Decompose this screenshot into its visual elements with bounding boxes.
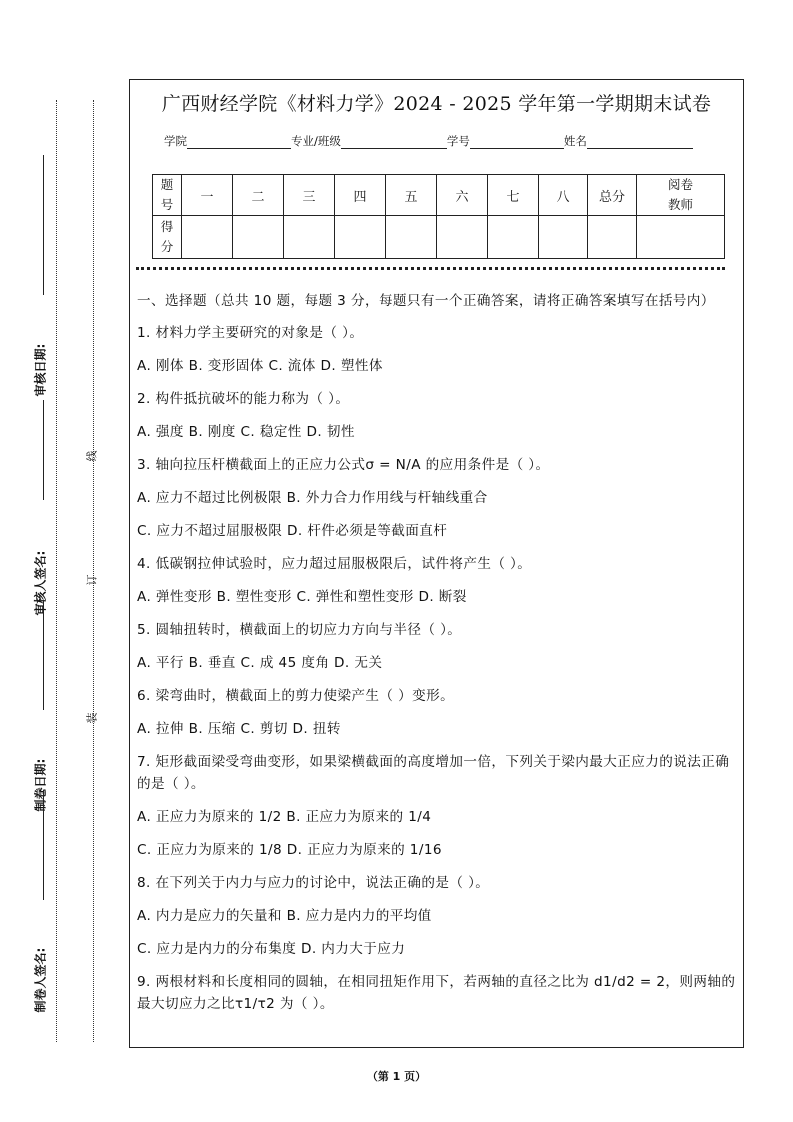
question-7-options-ab: A. 正应力为原来的 1/2 B. 正应力为原来的 1/4 (137, 809, 432, 825)
question-7: 7. 矩形截面梁受弯曲变形，如果梁横截面的高度增加一倍，下列关于梁内最大正应力的说法正确的是（ ）。 (137, 754, 730, 792)
reviewer-date-label: 审核日期: (33, 343, 48, 397)
score-cell-7[interactable] (488, 216, 539, 259)
question-5-options: A. 平行 B. 垂直 C. 成 45 度角 D. 无关 (137, 655, 383, 671)
score-col-6: 六 (437, 175, 488, 216)
score-cell-8[interactable] (539, 216, 588, 259)
score-table (152, 174, 725, 259)
score-cell-4[interactable] (335, 216, 386, 259)
exam-frame (129, 79, 744, 1048)
question-2-options: A. 强度 B. 刚度 C. 稳定性 D. 韧性 (137, 424, 355, 440)
maker-sign-blank (43, 790, 44, 900)
score-col-5: 五 (386, 175, 437, 216)
score-col-8: 八 (539, 175, 588, 216)
score-col-1: 一 (182, 175, 233, 216)
maker-sign-label: 制卷人签名: (33, 947, 48, 1013)
question-1-options: A. 刚体 B. 变形固体 C. 流体 D. 塑性体 (137, 358, 383, 374)
question-3-options-ab: A. 应力不超过比例极限 B. 外力合力作用线与杆轴线重合 (137, 490, 488, 506)
binding-zhuang-char: 装 (85, 712, 99, 724)
score-cell-2[interactable] (233, 216, 284, 259)
student-id-field[interactable] (470, 136, 564, 149)
name-field[interactable] (587, 136, 693, 149)
exam-title: 广西财经学院《材料力学》2024 - 2025 学年第一学期期末试卷 (161, 93, 712, 115)
reviewer-teacher-label: 阅卷 教师 (637, 175, 725, 216)
binding-line-char: 线 (85, 450, 99, 462)
score-col-2: 二 (233, 175, 284, 216)
score-col-4: 四 (335, 175, 386, 216)
score-table-score-row (153, 216, 725, 259)
score-cell-3[interactable] (284, 216, 335, 259)
name-label: 姓名 (563, 134, 587, 148)
page-number: （第 1 页） (366, 1070, 427, 1083)
score-label: 得 分 (153, 216, 182, 259)
question-6-options: A. 拉伸 B. 压缩 C. 剪切 D. 扭转 (137, 721, 341, 737)
score-cell-6[interactable] (437, 216, 488, 259)
major-class-field[interactable] (341, 136, 447, 149)
score-cell-5[interactable] (386, 216, 437, 259)
reviewer-date-blank (43, 155, 44, 295)
major-class-label: 专业/班级 (291, 134, 341, 148)
college-label: 学院 (164, 134, 187, 148)
question-8-options-ab: A. 内力是应力的矢量和 B. 应力是内力的平均值 (137, 908, 432, 924)
binding-ding-char: 订 (85, 574, 99, 586)
score-col-7: 七 (488, 175, 539, 216)
binding-inner-dotted-line (93, 100, 94, 1042)
question-9: 9. 两根材料和长度相同的圆轴，在相同扭矩作用下，若两轴的直径之比为 d1/d2 = 2，则两轴的最大切应力之比τ1/τ2 为（ ）。 (137, 974, 736, 1012)
question-3: 3. 轴向拉压杆横截面上的正应力公式σ = N/A 的应用条件是（ ）。 (137, 457, 550, 473)
maker-date-label: 制卷日期: (33, 758, 48, 812)
reviewer-sign-blank (43, 400, 44, 500)
section-heading: 一、选择题（总共 10 题，每题 3 分，每题只有一个正确答案，请将正确答案填写在括号内） (137, 293, 715, 309)
score-cell-total[interactable] (588, 216, 637, 259)
question-8-options-cd: C. 应力是内力的分布集度 D. 内力大于应力 (137, 941, 406, 957)
student-id-label: 学号 (446, 134, 470, 148)
score-col-3: 三 (284, 175, 335, 216)
question-2: 2. 构件抵抗破坏的能力称为（ ）。 (137, 391, 350, 407)
question-number-label: 题 号 (153, 175, 182, 216)
reviewer-sign-label: 审核人签名: (33, 550, 48, 616)
question-3-options-cd: C. 应力不超过屈服极限 D. 杆件必须是等截面直杆 (137, 523, 448, 539)
question-8: 8. 在下列关于内力与应力的讨论中，说法正确的是（ ）。 (137, 875, 490, 891)
binding-outer-dotted-line (56, 100, 57, 1042)
score-cell-1[interactable] (182, 216, 233, 259)
dotted-separator (136, 267, 725, 270)
question-6: 6. 梁弯曲时，横截面上的剪力使梁产生（ ）变形。 (137, 688, 455, 704)
question-7-options-cd: C. 正应力为原来的 1/8 D. 正应力为原来的 1/16 (137, 842, 442, 858)
question-4: 4. 低碳钢拉伸试验时，应力超过屈服极限后，试件将产生（ ）。 (137, 556, 532, 572)
college-field[interactable] (187, 136, 291, 149)
score-cell-reviewer[interactable] (637, 216, 725, 259)
question-5: 5. 圆轴扭转时，横截面上的切应力方向与半径（ ）。 (137, 622, 462, 638)
question-body (137, 290, 737, 1015)
score-col-total: 总分 (588, 175, 637, 216)
student-info-row (164, 133, 693, 149)
question-1: 1. 材料力学主要研究的对象是（ ）。 (137, 325, 364, 341)
question-4-options: A. 弹性变形 B. 塑性变形 C. 弹性和塑性变形 D. 断裂 (137, 589, 467, 605)
score-table-header-row (153, 175, 725, 216)
